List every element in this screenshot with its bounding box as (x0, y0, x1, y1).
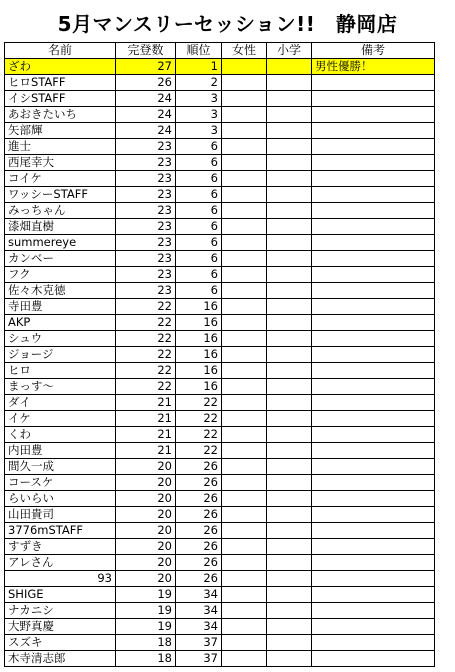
cell-name: イケ (5, 411, 116, 427)
cell-score: 20 (116, 555, 176, 571)
cell-rank: 16 (176, 315, 222, 331)
cell-elementary (267, 603, 312, 619)
cell-score: 22 (116, 331, 176, 347)
cell-rank: 26 (176, 475, 222, 491)
cell-note (312, 107, 435, 123)
cell-female (222, 123, 267, 139)
cell-note (312, 491, 435, 507)
cell-female (222, 299, 267, 315)
cell-elementary (267, 59, 312, 75)
page-title: 5月マンスリーセッション!! 静岡店 (57, 12, 398, 36)
table-row (5, 107, 435, 123)
cell-name: らいらい (5, 491, 116, 507)
cell-rank: 22 (176, 443, 222, 459)
cell-rank: 26 (176, 555, 222, 571)
cell-note (312, 411, 435, 427)
cell-female (222, 539, 267, 555)
cell-female (222, 363, 267, 379)
cell-female (222, 347, 267, 363)
cell-female (222, 443, 267, 459)
table-row (5, 283, 435, 299)
cell-name: みっちゃん (5, 203, 116, 219)
cell-name: カンベー (5, 251, 116, 267)
cell-score: 22 (116, 315, 176, 331)
cell-note (312, 91, 435, 107)
table-row (5, 203, 435, 219)
cell-note (312, 235, 435, 251)
cell-female (222, 107, 267, 123)
cell-name: スズキ (5, 635, 116, 651)
cell-note (312, 331, 435, 347)
cell-score: 18 (116, 635, 176, 651)
table-row (5, 331, 435, 347)
cell-score: 18 (116, 651, 176, 667)
cell-elementary (267, 571, 312, 587)
cell-name: 内田豊 (5, 443, 116, 459)
table-row (5, 171, 435, 187)
cell-note (312, 187, 435, 203)
cell-score: 23 (116, 251, 176, 267)
cell-score: 21 (116, 411, 176, 427)
cell-note (312, 475, 435, 491)
cell-score: 26 (116, 75, 176, 91)
cell-female (222, 187, 267, 203)
cell-female (222, 283, 267, 299)
cell-rank: 6 (176, 203, 222, 219)
cell-score: 23 (116, 235, 176, 251)
cell-female (222, 203, 267, 219)
cell-female (222, 555, 267, 571)
cell-score: 23 (116, 139, 176, 155)
cell-rank: 16 (176, 299, 222, 315)
cell-rank: 26 (176, 507, 222, 523)
cell-note: 男性優勝！ (312, 59, 435, 75)
cell-elementary (267, 267, 312, 283)
cell-name: まっす～ (5, 379, 116, 395)
cell-rank: 37 (176, 651, 222, 667)
cell-name: ジョージ (5, 347, 116, 363)
cell-female (222, 171, 267, 187)
cell-elementary (267, 459, 312, 475)
cell-elementary (267, 315, 312, 331)
cell-female (222, 139, 267, 155)
cell-score: 23 (116, 219, 176, 235)
table-row (5, 507, 435, 523)
cell-note (312, 123, 435, 139)
cell-name: コースケ (5, 475, 116, 491)
cell-elementary (267, 475, 312, 491)
cell-name: 間久一成 (5, 459, 116, 475)
cell-rank: 34 (176, 619, 222, 635)
cell-note (312, 267, 435, 283)
header-score: 完登数 (116, 43, 176, 59)
cell-score: 22 (116, 347, 176, 363)
cell-name: すずき (5, 539, 116, 555)
cell-score: 24 (116, 91, 176, 107)
cell-rank: 22 (176, 395, 222, 411)
cell-female (222, 635, 267, 651)
cell-rank: 2 (176, 75, 222, 91)
cell-female (222, 427, 267, 443)
cell-elementary (267, 203, 312, 219)
cell-score: 23 (116, 283, 176, 299)
cell-elementary (267, 155, 312, 171)
cell-elementary (267, 587, 312, 603)
cell-rank: 6 (176, 171, 222, 187)
table-row (5, 619, 435, 635)
cell-score: 20 (116, 475, 176, 491)
header-row (5, 43, 435, 59)
cell-name: あおきたいち (5, 107, 116, 123)
cell-rank: 26 (176, 539, 222, 555)
cell-elementary (267, 363, 312, 379)
cell-name: ヒロ (5, 363, 116, 379)
table-row (5, 139, 435, 155)
cell-elementary (267, 619, 312, 635)
cell-female (222, 235, 267, 251)
cell-rank: 1 (176, 59, 222, 75)
cell-score: 23 (116, 171, 176, 187)
cell-name: summereye (5, 235, 116, 251)
cell-name: アレさん (5, 555, 116, 571)
table-row (5, 555, 435, 571)
cell-rank: 34 (176, 587, 222, 603)
table-row (5, 635, 435, 651)
cell-name: コイケ (5, 171, 116, 187)
cell-score: 27 (116, 59, 176, 75)
cell-name: 木寺清志郎 (5, 651, 116, 667)
cell-score: 23 (116, 267, 176, 283)
cell-note (312, 507, 435, 523)
table-row (5, 75, 435, 91)
cell-rank: 6 (176, 267, 222, 283)
cell-elementary (267, 235, 312, 251)
table-row (5, 603, 435, 619)
results-table (4, 42, 435, 667)
cell-note (312, 283, 435, 299)
cell-name: フク (5, 267, 116, 283)
cell-elementary (267, 91, 312, 107)
cell-rank: 22 (176, 427, 222, 443)
cell-rank: 16 (176, 379, 222, 395)
cell-note (312, 635, 435, 651)
cell-name: SHIGE (5, 587, 116, 603)
cell-score: 19 (116, 603, 176, 619)
table-row (5, 187, 435, 203)
cell-name: イシSTAFF (5, 91, 116, 107)
table-row (5, 123, 435, 139)
cell-elementary (267, 539, 312, 555)
table-row (5, 427, 435, 443)
cell-note (312, 459, 435, 475)
cell-elementary (267, 411, 312, 427)
cell-note (312, 347, 435, 363)
cell-note (312, 171, 435, 187)
cell-score: 20 (116, 507, 176, 523)
cell-note (312, 523, 435, 539)
cell-name: ワッシーSTAFF (5, 187, 116, 203)
cell-name: 寺田豊 (5, 299, 116, 315)
cell-note (312, 219, 435, 235)
cell-rank: 3 (176, 91, 222, 107)
table-row (5, 219, 435, 235)
cell-name: くわ (5, 427, 116, 443)
cell-note (312, 379, 435, 395)
cell-note (312, 155, 435, 171)
table-row (5, 235, 435, 251)
table-row (5, 363, 435, 379)
table-row (5, 379, 435, 395)
cell-female (222, 219, 267, 235)
cell-elementary (267, 379, 312, 395)
table-row (5, 539, 435, 555)
cell-name: ナカニシ (5, 603, 116, 619)
cell-score: 21 (116, 443, 176, 459)
cell-rank: 26 (176, 491, 222, 507)
cell-note (312, 651, 435, 667)
cell-female (222, 523, 267, 539)
header-rank: 順位 (176, 43, 222, 59)
cell-rank: 34 (176, 603, 222, 619)
cell-note (312, 539, 435, 555)
cell-rank: 26 (176, 571, 222, 587)
table-row (5, 459, 435, 475)
header-note: 備考 (312, 43, 435, 59)
cell-score: 21 (116, 427, 176, 443)
table-row (5, 411, 435, 427)
cell-note (312, 555, 435, 571)
cell-elementary (267, 331, 312, 347)
header-female: 女性 (222, 43, 267, 59)
table-row (5, 587, 435, 603)
cell-elementary (267, 523, 312, 539)
cell-female (222, 475, 267, 491)
cell-score: 22 (116, 299, 176, 315)
cell-female (222, 651, 267, 667)
cell-name: 矢部輝 (5, 123, 116, 139)
cell-note (312, 363, 435, 379)
cell-elementary (267, 187, 312, 203)
cell-score: 24 (116, 107, 176, 123)
cell-score: 23 (116, 187, 176, 203)
cell-score: 22 (116, 363, 176, 379)
cell-note (312, 443, 435, 459)
cell-elementary (267, 123, 312, 139)
table-body (5, 59, 435, 667)
header-name: 名前 (5, 43, 116, 59)
cell-note (312, 299, 435, 315)
cell-note (312, 619, 435, 635)
cell-score: 21 (116, 395, 176, 411)
cell-rank: 26 (176, 459, 222, 475)
cell-elementary (267, 171, 312, 187)
cell-rank: 6 (176, 187, 222, 203)
cell-score: 19 (116, 587, 176, 603)
cell-rank: 6 (176, 235, 222, 251)
cell-rank: 16 (176, 331, 222, 347)
cell-note (312, 251, 435, 267)
cell-score: 20 (116, 539, 176, 555)
table-row (5, 347, 435, 363)
cell-female (222, 619, 267, 635)
cell-elementary (267, 219, 312, 235)
cell-name: 大野真慶 (5, 619, 116, 635)
table-row (5, 91, 435, 107)
table-row (5, 651, 435, 667)
cell-note (312, 315, 435, 331)
cell-note (312, 427, 435, 443)
cell-score: 22 (116, 379, 176, 395)
cell-rank: 16 (176, 363, 222, 379)
cell-name: ダイ (5, 395, 116, 411)
table-row (5, 443, 435, 459)
cell-note (312, 395, 435, 411)
cell-female (222, 507, 267, 523)
cell-rank: 16 (176, 347, 222, 363)
cell-female (222, 459, 267, 475)
cell-name: ヒロSTAFF (5, 75, 116, 91)
cell-elementary (267, 107, 312, 123)
cell-female (222, 251, 267, 267)
cell-rank: 3 (176, 123, 222, 139)
cell-score: 23 (116, 155, 176, 171)
cell-elementary (267, 635, 312, 651)
cell-rank: 22 (176, 411, 222, 427)
cell-rank: 6 (176, 155, 222, 171)
cell-elementary (267, 555, 312, 571)
cell-elementary (267, 75, 312, 91)
cell-name: 進士 (5, 139, 116, 155)
cell-rank: 26 (176, 523, 222, 539)
cell-elementary (267, 427, 312, 443)
cell-female (222, 315, 267, 331)
cell-note (312, 587, 435, 603)
cell-female (222, 491, 267, 507)
cell-female (222, 59, 267, 75)
cell-score: 20 (116, 491, 176, 507)
table-row (5, 315, 435, 331)
cell-rank: 3 (176, 107, 222, 123)
cell-female (222, 395, 267, 411)
cell-name: 西尾幸大 (5, 155, 116, 171)
cell-name: 山田貴司 (5, 507, 116, 523)
cell-female (222, 91, 267, 107)
cell-rank: 6 (176, 251, 222, 267)
table-row (5, 155, 435, 171)
cell-name: 3776mSTAFF (5, 523, 116, 539)
cell-note (312, 203, 435, 219)
cell-score: 23 (116, 203, 176, 219)
cell-rank: 6 (176, 219, 222, 235)
table-row (5, 267, 435, 283)
cell-elementary (267, 251, 312, 267)
cell-score: 20 (116, 523, 176, 539)
cell-name: 佐々木克徳 (5, 283, 116, 299)
cell-note (312, 603, 435, 619)
cell-note (312, 571, 435, 587)
cell-female (222, 587, 267, 603)
cell-elementary (267, 299, 312, 315)
cell-female (222, 155, 267, 171)
cell-elementary (267, 347, 312, 363)
cell-rank: 6 (176, 139, 222, 155)
cell-elementary (267, 443, 312, 459)
table-row (5, 251, 435, 267)
cell-rank: 6 (176, 283, 222, 299)
cell-female (222, 267, 267, 283)
table-row (5, 475, 435, 491)
table-row (5, 523, 435, 539)
cell-score: 19 (116, 619, 176, 635)
cell-elementary (267, 139, 312, 155)
table-row (5, 299, 435, 315)
cell-female (222, 411, 267, 427)
cell-rank: 37 (176, 635, 222, 651)
header-elementary: 小学 (267, 43, 312, 59)
cell-name: シュウ (5, 331, 116, 347)
cell-score: 20 (116, 459, 176, 475)
table-row (5, 571, 435, 587)
cell-elementary (267, 491, 312, 507)
cell-score: 20 (116, 571, 176, 587)
cell-female (222, 75, 267, 91)
cell-name: 漆畑直樹 (5, 219, 116, 235)
cell-female (222, 603, 267, 619)
table-row (5, 395, 435, 411)
cell-name: AKP (5, 315, 116, 331)
cell-score: 24 (116, 123, 176, 139)
cell-elementary (267, 507, 312, 523)
cell-female (222, 331, 267, 347)
table-row (5, 59, 435, 75)
cell-elementary (267, 651, 312, 667)
cell-note (312, 139, 435, 155)
cell-name: 93 (5, 571, 116, 587)
cell-elementary (267, 283, 312, 299)
cell-note (312, 75, 435, 91)
cell-name: ざわ (5, 59, 116, 75)
table-row (5, 491, 435, 507)
cell-female (222, 379, 267, 395)
cell-elementary (267, 395, 312, 411)
cell-female (222, 571, 267, 587)
